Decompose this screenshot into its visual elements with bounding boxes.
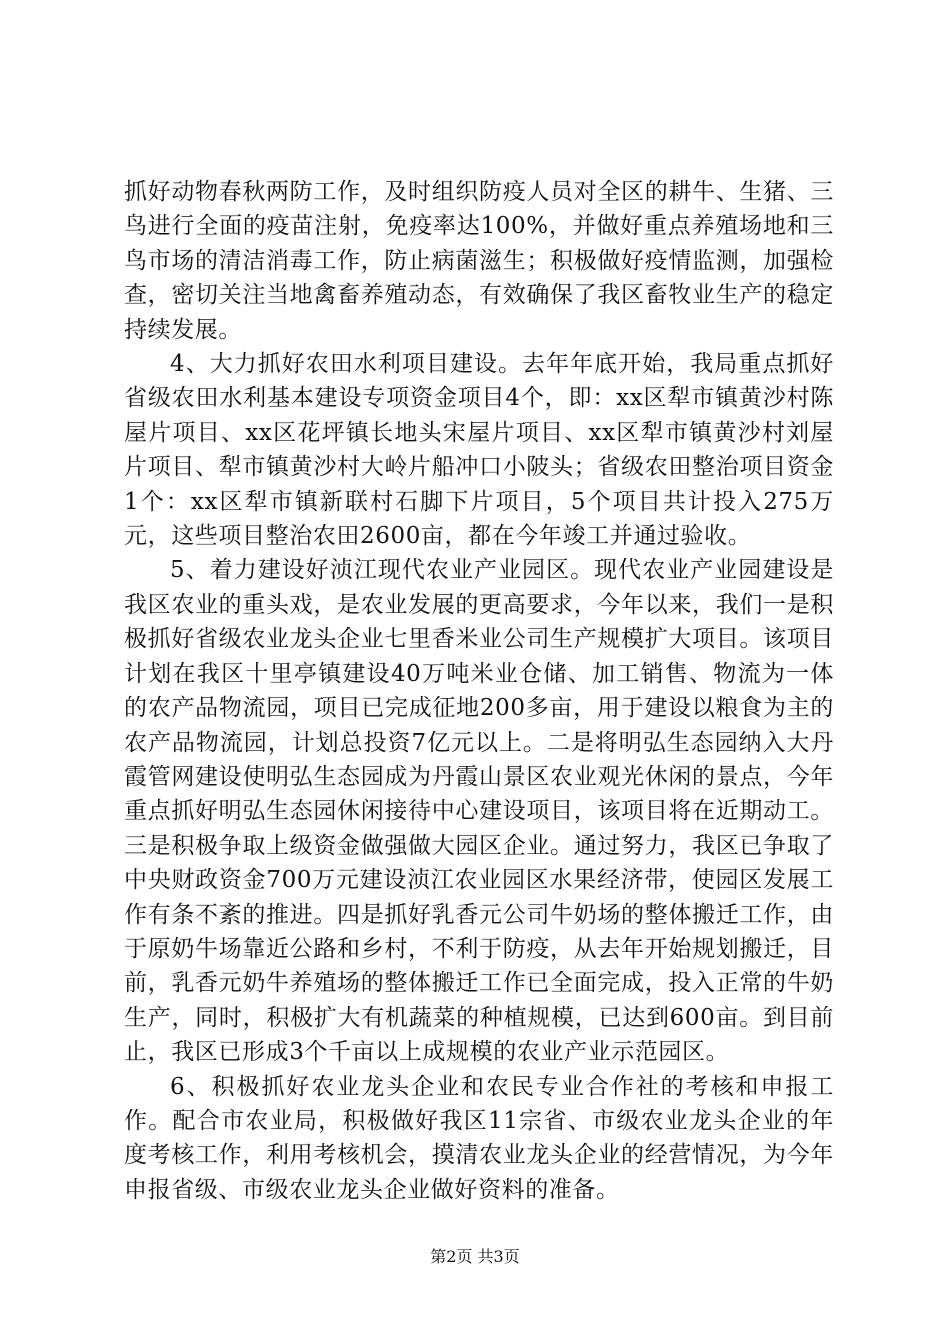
paragraph-1: 抓好动物春秋两防工作，及时组织防疫人员对全区的耕牛、生猪、三鸟进行全面的疫苗注射，免疫率达100%，并做好重点养殖场地和三鸟市场的清洁消毒工作，防止病菌滋生；积极做好疫情监测，加强检查，密切关注当地禽畜养殖动态，有效确保了我区畜牧业生产的稳定持续发展。 — [124, 179, 834, 343]
document-body — [124, 175, 834, 1207]
page-footer: 第2页 共3页 — [430, 1247, 520, 1266]
paragraph-4: 6、积极抓好农业龙头企业和农民专业合作社的考核和申报工作。配合市农业局，积极做好我区11宗省、市级农业龙头企业的年度考核工作，利用考核机会，摸清农业龙头企业的经营情况，为今年申报省级、市级农业龙头企业做好资料的准备。 — [124, 1073, 834, 1203]
paragraph-2: 4、大力抓好农田水利项目建设。去年年底开始，我局重点抓好省级农田水利基本建设专项资金项目4个，即：xx区犁市镇黄沙村陈屋片项目、xx区花坪镇长地头宋屋片项目、xx区犁市镇黄沙村刘屋片项目、犁市镇黄沙村大岭片船冲口小陂头；省级农田整治项目资金1个：xx区犁市镇新联村石脚下片项目，5个项目共计投入275万元，这些项目整治农田2600亩，都在今年竣工并通过验收。 — [124, 351, 834, 550]
paragraph-3: 5、着力建设好浈江现代农业产业园区。现代农业产业园建设是我区农业的重头戏，是农业发展的更高要求，今年以来，我们一是积极抓好省级农业龙头企业七里香米业公司生产规模扩大项目。该项目计划在我区十里亭镇建设40万吨米业仓储、加工销售、物流为一体的农产品物流园，项目已完成征地200多亩，用于建设以粮食为主的农产品物流园，计划总投资7亿元以上。二是将明弘生态园纳入大丹霞管网建设使明弘生态园成为丹霞山景区农业观光休闲的景点，今年重点抓好明弘生态园休闲接待中心建设项目，该项目将在近期动工。三是积极争取上级资金做强做大园区企业。通过努力，我区已争取了中央财政资金700万元建设浈江农业园区水果经济带，使园区发展工作有条不紊的推进。四是抓好乳香元公司牛奶场的整体搬迁工作，由于原奶牛场靠近公路和乡村，不利于防疫，从去年开始规划搬迁，目前，乳香元奶牛养殖场的整体搬迁工作已全面完成，投入正常的牛奶生产，同时，积极扩大有机蔬菜的种植规模，已达到600亩。到目前止，我区已形成3个千亩以上成规模的农业产业示范园区。 — [124, 557, 834, 1066]
